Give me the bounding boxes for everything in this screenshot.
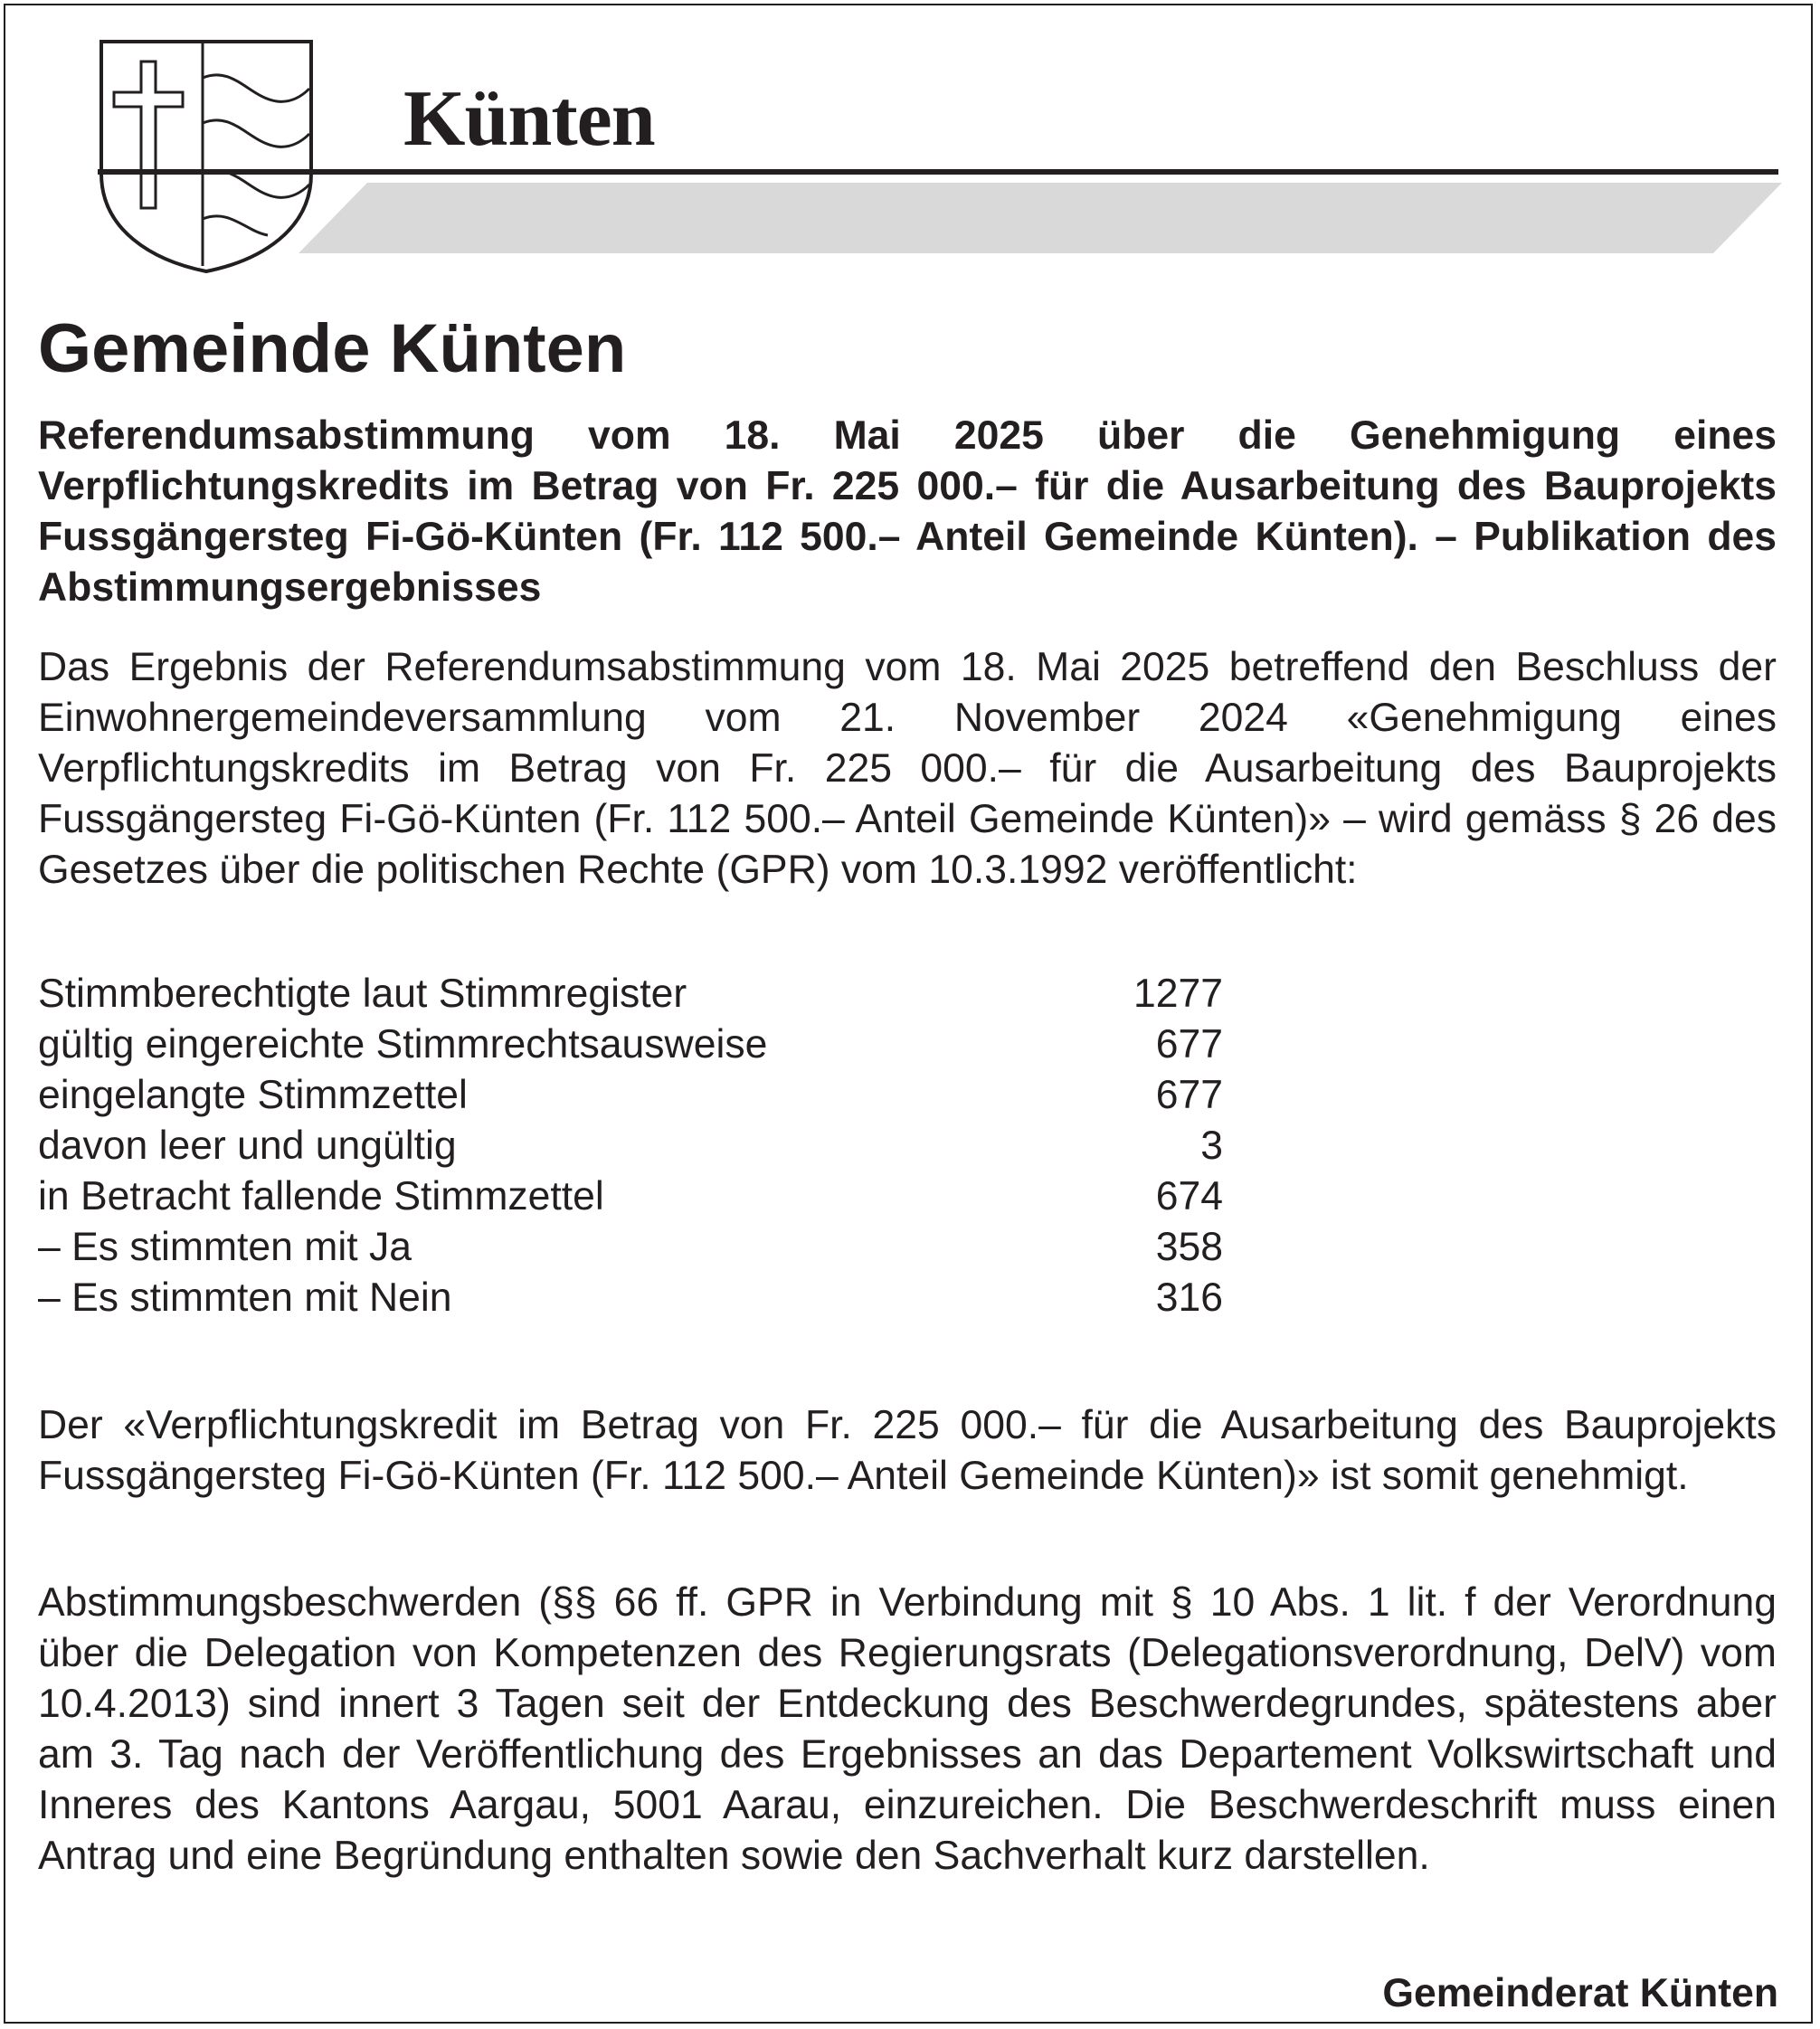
result-label: – Es stimmten mit Nein	[38, 1275, 452, 1320]
result-row	[38, 1070, 1223, 1121]
result-value: 674	[1155, 1174, 1223, 1218]
notice-complaints: Abstimmungsbeschwerden (§§ 66 ff. GPR in Verbindung mit § 10 Abs. 1 lit. f der Verordnung über die Delegation von Kompetenzen des Regierungsrats (Delegationsverordnung, DelV) vom 10.4.2013) sind innert 3 Tagen seit der Entdeckung des Beschwerdegrundes, spätestens aber am 3. Tag nach der Veröffentlichung des Ergebnisses an das Departement Volkswirtschaft und Inneres des Kantons Aargau, 5001 Aarau, einzureichen. Die Beschwerdeschrift muss einen Antrag und eine Begründung enthalten sowie den Sachverhalt kurz darstellen.	[38, 1580, 1777, 1878]
header-rule	[98, 169, 1778, 175]
result-label: in Betracht fallende Stimmzettel	[38, 1174, 604, 1218]
result-value: 1277	[1133, 972, 1223, 1016]
result-row	[38, 1171, 1223, 1222]
result-row	[38, 1121, 1223, 1171]
result-row	[38, 969, 1223, 1019]
result-value: 677	[1155, 1022, 1223, 1067]
notice-subject: Referendumsabstimmung vom 18. Mai 2025 über die Genehmigung eines Verpflichtungskredits im Betrag von Fr. 225 000.– für die Ausarbeitung des Bauprojekts Fussgängersteg Fi-Gö-Künten (Fr. 112 500.– Anteil Gemeinde Künten). – Publikation des Abstimmungsergebnisses	[38, 413, 1777, 610]
result-label: davon leer und ungültig	[38, 1124, 457, 1168]
result-label: – Es stimmten mit Ja	[38, 1225, 412, 1269]
result-row	[38, 1222, 1223, 1273]
result-label: eingelangte Stimmzettel	[38, 1073, 468, 1117]
result-row	[38, 1273, 1223, 1323]
result-label: gültig eingereichte Stimmrechtsausweise	[38, 1022, 768, 1067]
town-name: Künten	[403, 75, 655, 163]
notice-intro: Das Ergebnis der Referendumsabstimmung vom 18. Mai 2025 betreffend den Beschluss der Einwohnergemeindeversammlung vom 21. November 2024 «Genehmigung eines Verpflichtungskredits im Betrag von Fr. 225 000.– für die Ausarbeitung des Bauprojekts Fussgängersteg Fi-Gö-Künten (Fr. 112 500.– Anteil Gemeinde Künten)» – wird gemäss § 26 des Gesetzes über die politischen Rechte (GPR) vom 10.3.1992 veröffentlicht:	[38, 645, 1777, 892]
signature: Gemeinderat Künten	[1382, 1971, 1778, 2015]
notice-conclusion: Der «Verpflichtungskredit im Betrag von Fr. 225 000.– für die Ausarbeitung des Bauprojekts Fussgängersteg Fi-Gö-Künten (Fr. 112 500.– Anteil Gemeinde Künten)» ist somit genehmigt.	[38, 1403, 1777, 1498]
result-row	[38, 1019, 1223, 1070]
result-value: 316	[1155, 1275, 1223, 1320]
notice-heading: Gemeinde Künten	[38, 310, 627, 387]
coat-of-arms-icon	[98, 38, 315, 275]
result-label: Stimmberechtigte laut Stimmregister	[38, 972, 687, 1016]
results-table	[38, 969, 1223, 1323]
result-value: 677	[1155, 1073, 1223, 1117]
result-value: 3	[1200, 1124, 1223, 1168]
result-value: 358	[1155, 1225, 1223, 1269]
header-band	[299, 183, 1782, 253]
